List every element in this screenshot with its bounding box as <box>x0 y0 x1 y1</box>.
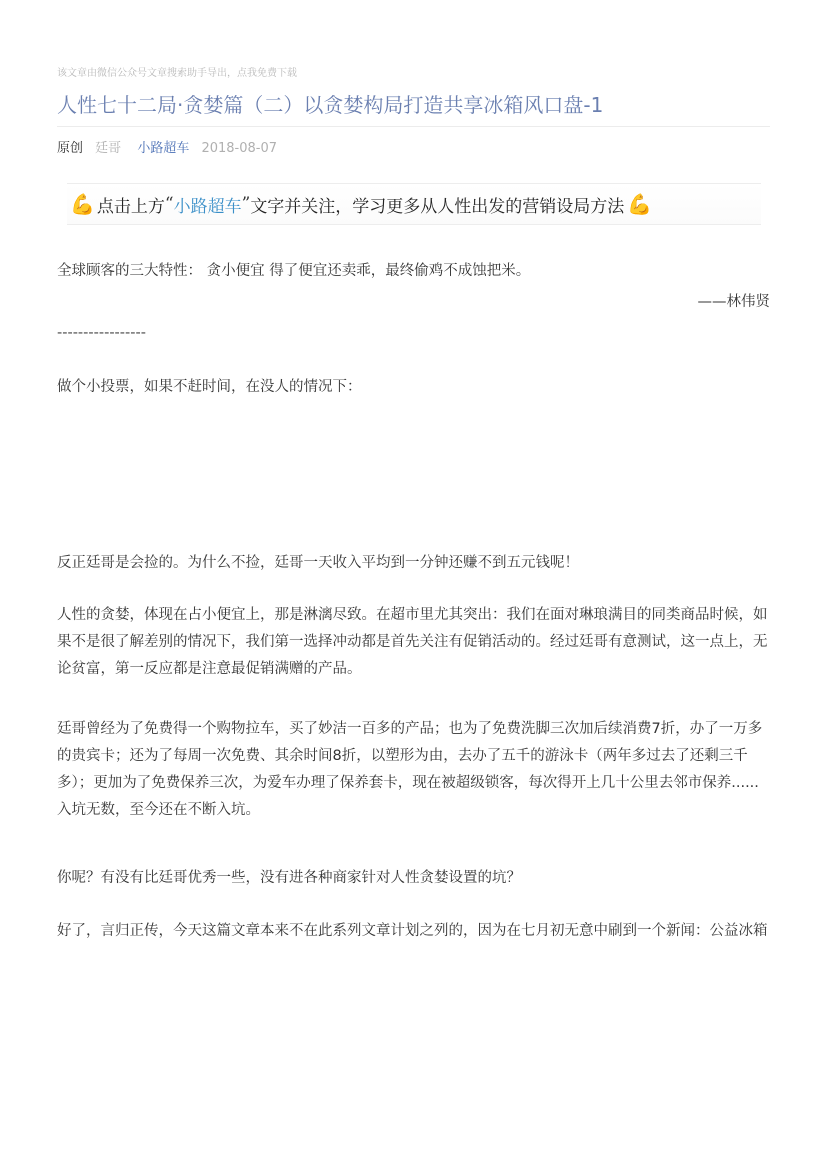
paragraph-4: 人性的贪婪，体现在占小便宜上，那是淋漓尽致。在超市里尤其突出：我们在面对琳琅满目的同类商品时候，如果不是很了解差别的情况下，我们第一选择冲动都是首先关注有促销活动的。经过廷哥有意测试，这一点上，无论贫富，第一反应都是注意最促销满赠的产品。 <box>57 607 768 677</box>
flexed-biceps-icon: 💪 <box>70 192 95 216</box>
paragraph-7: 好了，言归正传，今天这篇文章本来不在此系列文章计划之列的，因为在七月初无意中刷到一个新闻：公益冰箱 <box>57 923 768 939</box>
paragraph-3: 反正廷哥是会捡的。为什么不捡，廷哥一天收入平均到一分钟还赚不到五元钱呢！ <box>57 555 579 571</box>
publish-date: 2018-08-07 <box>201 141 278 156</box>
original-badge: 原创 <box>57 141 84 156</box>
vote-intro-paragraph: 做个小投票，如果不赶时间，在没人的情况下： <box>57 379 362 395</box>
banner-quote-close: ” <box>241 194 251 214</box>
article-meta <box>57 140 285 158</box>
banner-text-before: 点击上方 <box>96 196 165 217</box>
paragraph-5: 廷哥曾经为了免费得一个购物拉车，买了妙洁一百多的产品；也为了免费洗脚三次加后续消费7折，办了一万多的贵宾卡；还为了每周一次免费、其余时间8折，以塑形为由，去办了五千的游泳卡（两年多过去了还剩三千多）；更加为了免费保养三次，为爱车办理了保养套卡，现在被超级锁客，每次得开上几十公里去邻市保养......入坑无数，至今还在不断入坑。 <box>57 721 763 818</box>
author-name: 廷哥 <box>95 141 122 156</box>
banner-account-link[interactable]: 小路超车 <box>173 196 242 217</box>
quote-attribution: ——林伟贤 <box>697 294 770 310</box>
article-title: 人性七十二局·贪婪篇（二）以贪婪构局打造共享冰箱风口盘-1 <box>57 90 770 127</box>
separator-line: ----------------- <box>57 325 146 341</box>
flexed-biceps-icon: 💪 <box>627 192 653 216</box>
export-notice-link[interactable]: 该文章由微信公众号文章搜索助手导出，点我免费下载 <box>57 68 297 79</box>
paragraph-6: 你呢？有没有比廷哥优秀一些，没有进各种商家针对人性贪婪设置的坑？ <box>57 870 521 886</box>
banner-quote-open: “ <box>164 194 174 214</box>
quote-paragraph: 全球顾客的三大特性： 贪小便宜 得了便宜还卖乖，最终偷鸡不成蚀把米。 <box>57 263 531 279</box>
account-link[interactable]: 小路超车 <box>137 141 190 156</box>
follow-banner <box>67 183 761 225</box>
banner-text-after: 文字并关注，学习更多从人性出发的营销设局方法 <box>250 196 625 217</box>
